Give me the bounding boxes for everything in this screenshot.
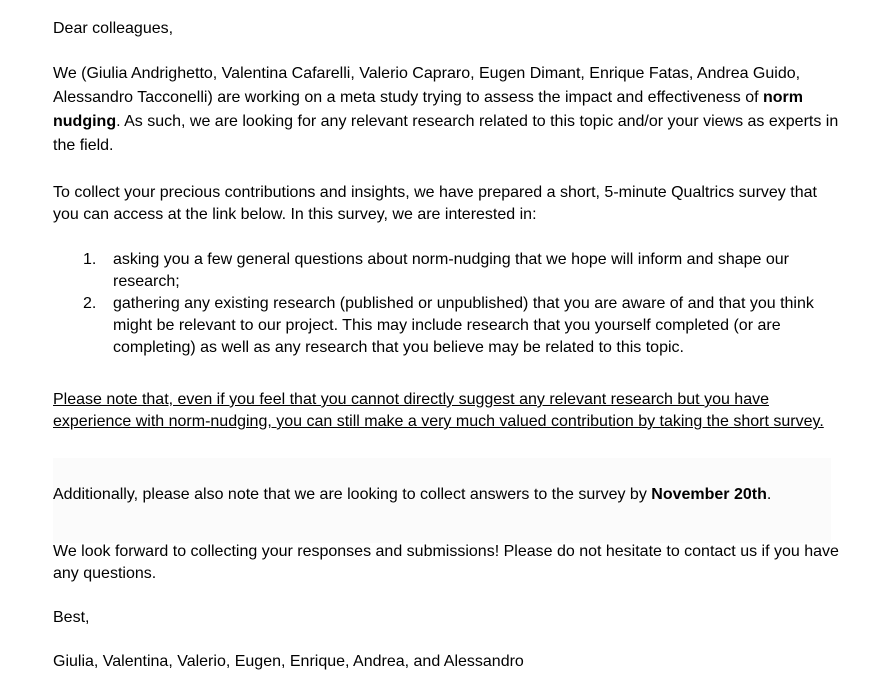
signature: Giulia, Valentina, Valerio, Eugen, Enrique, Andrea, and Alessandro [53,653,524,670]
list-item [53,293,843,359]
deadline-text: Additionally, please also note that we are looking to collect answers to the survey by [53,486,652,503]
intro-paragraph [53,62,843,158]
intro-bold-term: norm nudging [53,89,803,130]
interest-list [53,249,843,359]
greeting: Dear colleagues, [53,20,174,37]
deadline-date: November 20th [651,486,767,503]
list-number: 2. [83,295,97,312]
list-item [53,249,843,293]
list-item-text: asking you a few general questions about norm-nudging that we hope will inform and shape our research; [113,251,789,290]
intro-text: We (Giulia Andrighetto, Valentina Cafarelli, Valerio Capraro, Eugen Dimant, Enrique Fatas, Andrea Guido, Alessandro Tacconelli) are working on a meta study trying to assess the impact and effectiveness of [53,65,801,106]
survey-intro-paragraph: To collect your precious contributions and insights, we have prepared a short, 5-minute Qualtrics survey that you can access at the link below. In this survey, we are interested in: [53,184,817,223]
signoff: Best, [53,609,90,626]
list-item-text: gathering any existing research (published or unpublished) that you are aware of and that you think might be relevant to our project. This may include research that you yourself completed (or are completing) as well as any research that you believe may be related to this topic. [113,295,814,356]
deadline-paragraph [53,484,843,506]
list-number: 1. [83,251,97,268]
closing-paragraph: We look forward to collecting your responses and submissions! Please do not hesitate to contact us if you have any questions. [53,543,839,582]
note-paragraph: Please note that, even if you feel that you cannot directly suggest any relevant research but you have experience with norm-nudging, you can still make a very much valued contribution by taking the short survey. [53,391,824,430]
deadline-text-end: . [766,486,772,503]
intro-text-end: . As such, we are looking for any relevant research related to this topic and/or your views as experts in the field. [53,113,839,154]
